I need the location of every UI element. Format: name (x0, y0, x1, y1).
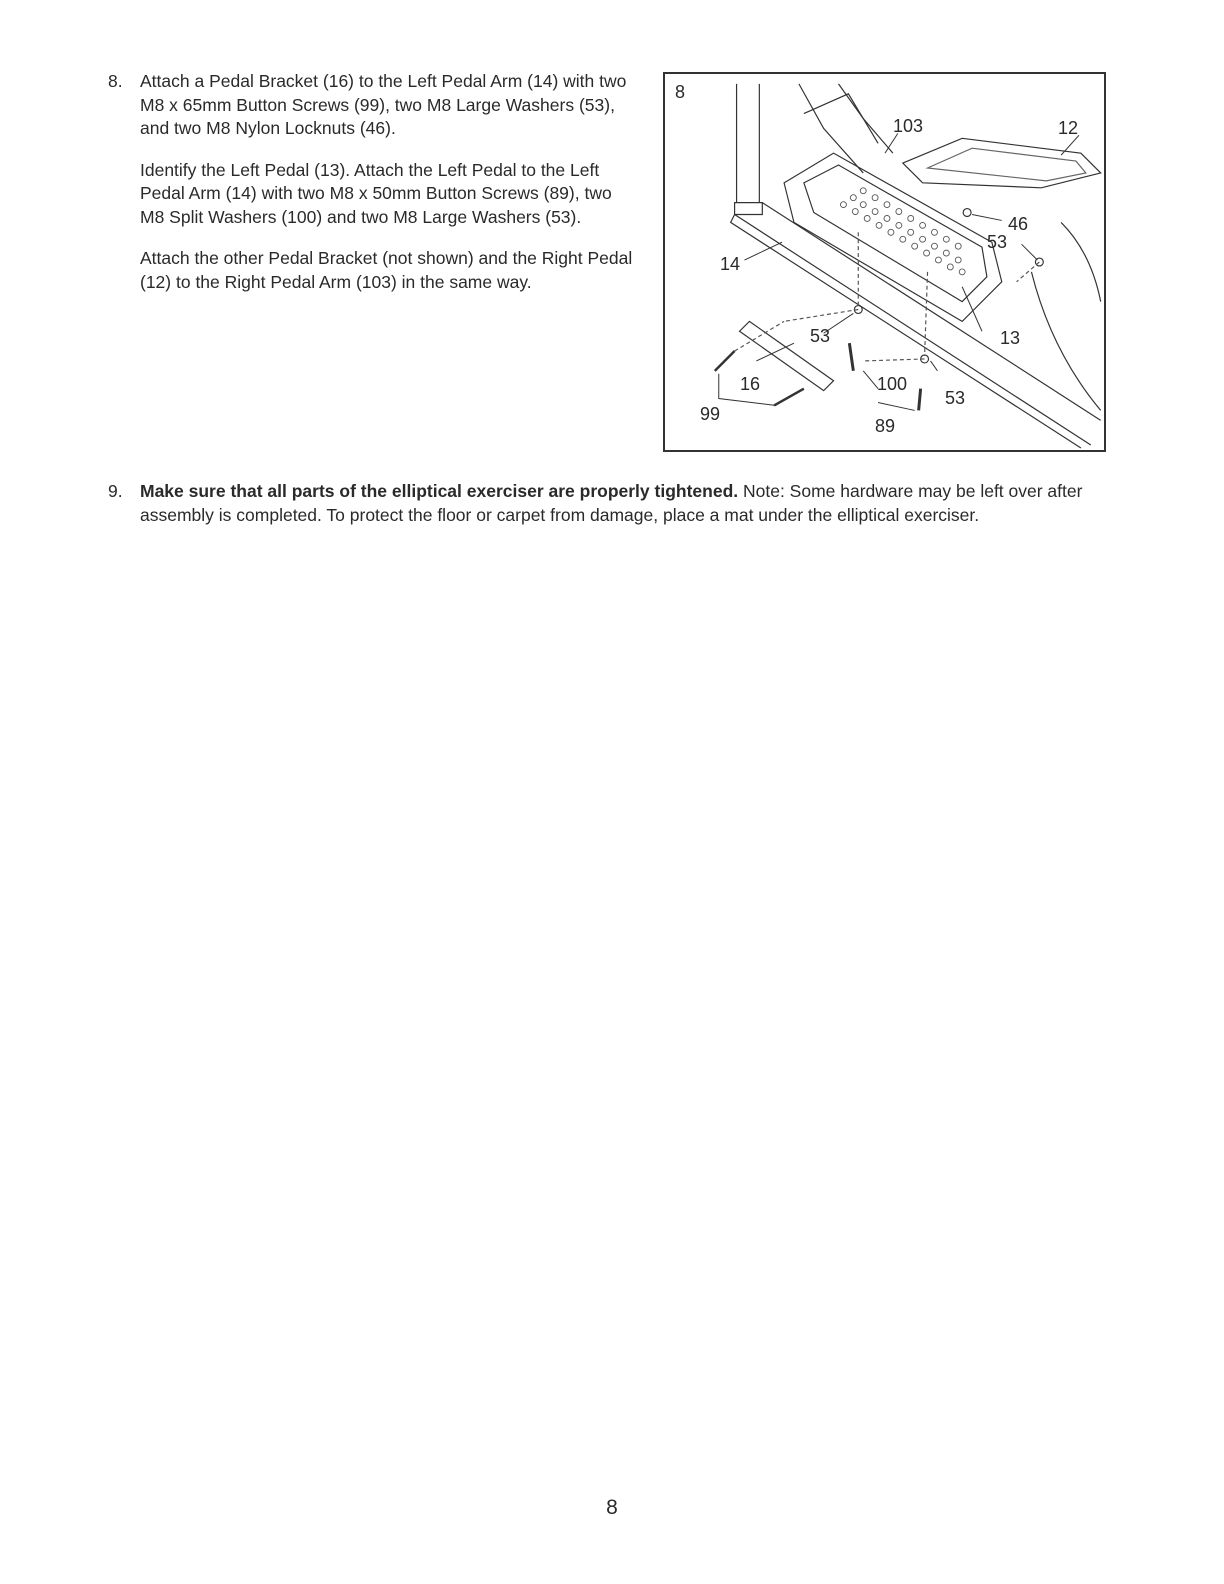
step-9 (108, 480, 1098, 527)
assembly-figure (663, 72, 1106, 452)
callout-89: 89 (875, 416, 896, 436)
callout-53-left: 53 (810, 326, 831, 346)
step-8-number: 8. (108, 71, 123, 91)
callout-13: 13 (1000, 328, 1021, 348)
callout-46: 46 (1008, 214, 1029, 234)
callout-100: 100 (877, 374, 908, 394)
step-9-bold-text: Make sure that all parts of the elliptical exerciser are properly tightened. (140, 481, 739, 501)
step-9-body (140, 480, 1098, 527)
step-9-text: Note: Some hardware may be left over after assembly is completed. To protect the floor or carpet from damage, place a mat under the elliptical exerciser. (140, 481, 1083, 525)
callout-99: 99 (700, 404, 721, 424)
step-8 (108, 70, 638, 312)
callout-103: 103 (893, 116, 924, 136)
callout-53-top: 53 (987, 232, 1008, 252)
figure-number: 8 (675, 82, 686, 102)
callout-53-right: 53 (945, 388, 966, 408)
step-8-paragraph-2: Identify the Left Pedal (13). Attach the Left Pedal to the Left Pedal Arm (14) with two M8 x 50mm Button Screws (89), two M8 Split Washers (100) and two M8 Large Washers (53). (140, 159, 612, 227)
page-number: 8 (606, 1496, 618, 1519)
step-8-paragraph-3: Attach the other Pedal Bracket (not shown) and the Right Pedal (12) to the Right Pedal Arm (103) in the same way. (140, 248, 633, 292)
callout-16: 16 (740, 374, 761, 394)
step-9-number: 9. (108, 481, 123, 501)
callout-12: 12 (1058, 118, 1079, 138)
step-8-paragraph-1: Attach a Pedal Bracket (16) to the Left Pedal Arm (14) with two M8 x 65mm Button Screws (99), two M8 Large Washers (53), and two M8 Nylon Locknuts (46). (140, 71, 627, 138)
callout-14: 14 (720, 254, 741, 274)
